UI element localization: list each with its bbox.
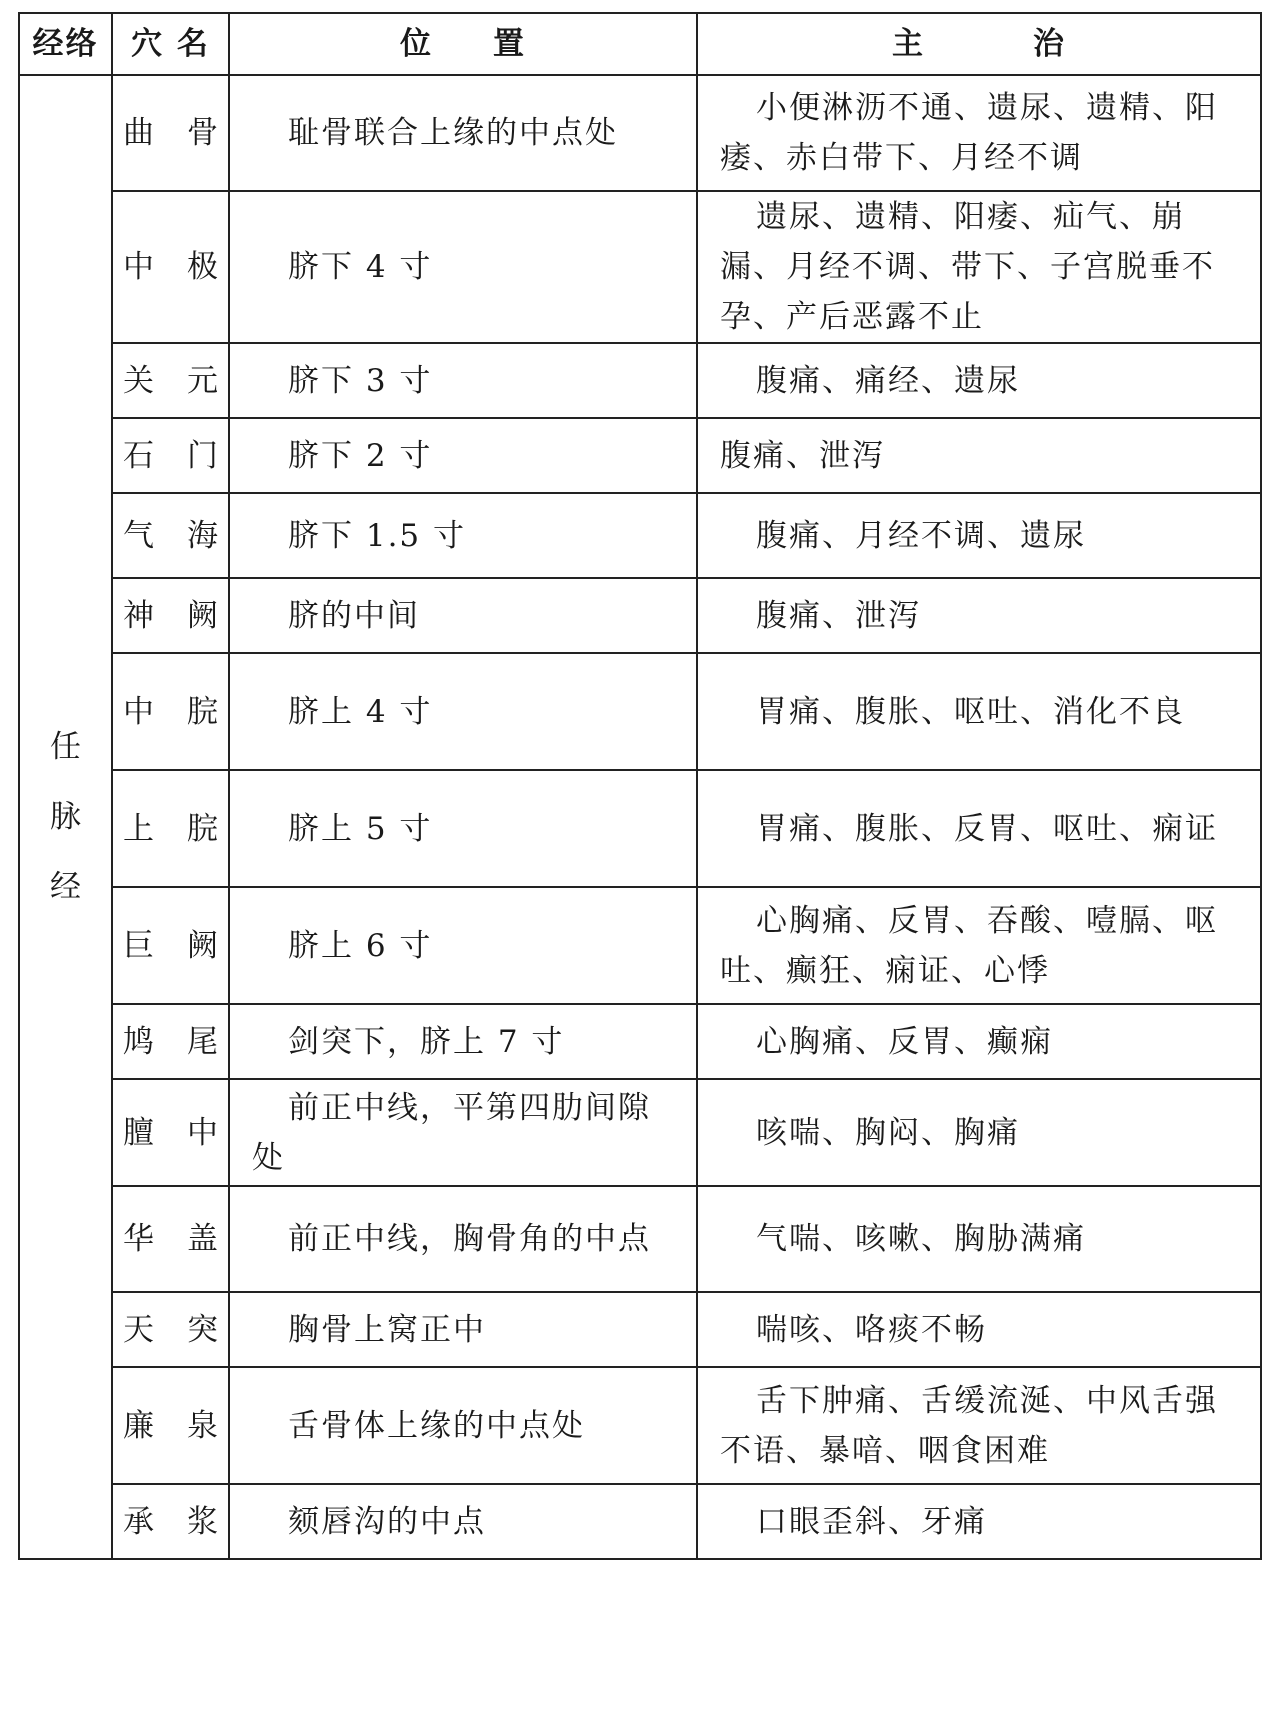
point-name-cell: 中 脘 <box>112 653 229 770</box>
table-row <box>19 1079 1261 1186</box>
location-cell: 脐下 3 寸 <box>229 343 697 418</box>
point-name-cell: 中 极 <box>112 191 229 343</box>
header-point-name: 穴 名 <box>112 13 229 75</box>
table-row <box>19 493 1261 578</box>
indication-cell: 腹痛、泄泻 <box>697 578 1261 653</box>
indication-cell: 喘咳、咯痰不畅 <box>697 1292 1261 1367</box>
location-cell: 脐上 6 寸 <box>229 887 697 1004</box>
indication-cell: 腹痛、月经不调、遗尿 <box>697 493 1261 578</box>
point-name-cell: 关 元 <box>112 343 229 418</box>
header-meridian: 经络 <box>19 13 112 75</box>
point-name-cell: 廉 泉 <box>112 1367 229 1484</box>
acupoint-table <box>18 12 1262 1560</box>
header-location: 位 置 <box>229 13 697 75</box>
table-row <box>19 75 1261 191</box>
table-row <box>19 887 1261 1004</box>
point-name-cell: 承 浆 <box>112 1484 229 1559</box>
point-name-cell: 上 脘 <box>112 770 229 887</box>
table-row <box>19 1004 1261 1079</box>
header-indications: 主 治 <box>697 13 1261 75</box>
point-name-cell: 天 突 <box>112 1292 229 1367</box>
meridian-cell <box>19 75 112 1559</box>
location-cell: 剑突下，脐上 7 寸 <box>229 1004 697 1079</box>
point-name-cell: 神 阙 <box>112 578 229 653</box>
table-row <box>19 1367 1261 1484</box>
table-row <box>19 770 1261 887</box>
location-cell: 前正中线，胸骨角的中点 <box>229 1186 697 1292</box>
location-cell: 前正中线，平第四肋间隙处 <box>229 1079 697 1186</box>
location-cell: 颏唇沟的中点 <box>229 1484 697 1559</box>
indication-cell: 小便淋沥不通、遗尿、遗精、阳痿、赤白带下、月经不调 <box>697 75 1261 191</box>
location-cell: 舌骨体上缘的中点处 <box>229 1367 697 1484</box>
location-cell: 脐下 4 寸 <box>229 191 697 343</box>
table-row <box>19 191 1261 343</box>
meridian-name-char: 任 <box>50 729 81 765</box>
location-cell: 脐上 5 寸 <box>229 770 697 887</box>
indication-cell: 口眼歪斜、牙痛 <box>697 1484 1261 1559</box>
meridian-name-char: 脉 <box>50 799 81 835</box>
table-row <box>19 1484 1261 1559</box>
point-name-cell: 石 门 <box>112 418 229 493</box>
indication-cell: 咳喘、胸闷、胸痛 <box>697 1079 1261 1186</box>
point-name-cell: 曲 骨 <box>112 75 229 191</box>
table-row <box>19 1186 1261 1292</box>
point-name-cell: 巨 阙 <box>112 887 229 1004</box>
location-cell: 脐下 2 寸 <box>229 418 697 493</box>
point-name-cell: 华 盖 <box>112 1186 229 1292</box>
header-row <box>19 13 1261 75</box>
indication-cell: 心胸痛、反胃、癫痫 <box>697 1004 1261 1079</box>
indication-cell: 心胸痛、反胃、吞酸、噎膈、呕吐、癫狂、痫证、心悸 <box>697 887 1261 1004</box>
indication-cell: 气喘、咳嗽、胸胁满痛 <box>697 1186 1261 1292</box>
location-cell: 脐下 1.5 寸 <box>229 493 697 578</box>
meridian-name-char: 经 <box>50 869 81 905</box>
point-name-cell: 膻 中 <box>112 1079 229 1186</box>
table-row <box>19 343 1261 418</box>
location-cell: 脐上 4 寸 <box>229 653 697 770</box>
table-row <box>19 418 1261 493</box>
location-cell: 胸骨上窝正中 <box>229 1292 697 1367</box>
table-row <box>19 653 1261 770</box>
table-row <box>19 578 1261 653</box>
point-name-cell: 鸠 尾 <box>112 1004 229 1079</box>
point-name-cell: 气 海 <box>112 493 229 578</box>
indication-cell: 腹痛、泄泻 <box>697 418 1261 493</box>
indication-cell: 遗尿、遗精、阳痿、疝气、崩漏、月经不调、带下、子宫脱垂不孕、产后恶露不止 <box>697 191 1261 343</box>
indication-cell: 胃痛、腹胀、反胃、呕吐、痫证 <box>697 770 1261 887</box>
indication-cell: 舌下肿痛、舌缓流涎、中风舌强不语、暴喑、咽食困难 <box>697 1367 1261 1484</box>
location-cell: 脐的中间 <box>229 578 697 653</box>
location-cell: 耻骨联合上缘的中点处 <box>229 75 697 191</box>
table-row <box>19 1292 1261 1367</box>
indication-cell: 腹痛、痛经、遗尿 <box>697 343 1261 418</box>
indication-cell: 胃痛、腹胀、呕吐、消化不良 <box>697 653 1261 770</box>
